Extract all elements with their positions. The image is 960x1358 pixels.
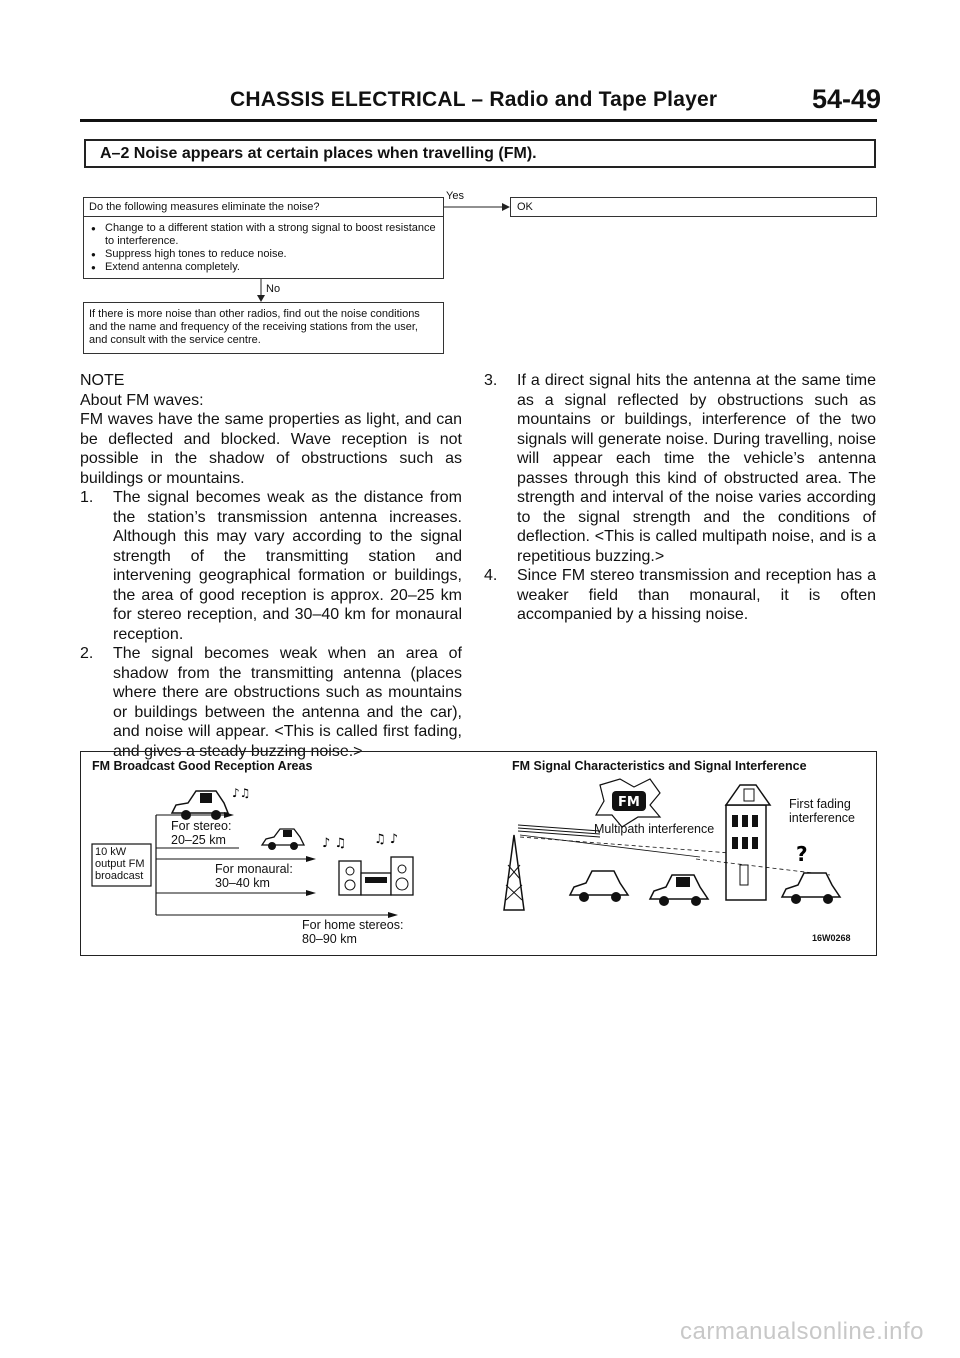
- page-header-title: CHASSIS ELECTRICAL – Radio and Tape Player: [230, 88, 718, 111]
- figure-code: 16W0268: [812, 933, 851, 943]
- note-item: [484, 566, 876, 625]
- fm-sign-text: FM: [618, 795, 640, 810]
- flow-question: Do the following measures eliminate the noise?: [89, 201, 320, 213]
- monaural-range-label: [215, 862, 293, 890]
- header-rule: [80, 119, 877, 122]
- car-icon: [570, 871, 628, 902]
- flow-measure-item: ● Extend antenna completely.: [89, 261, 438, 274]
- monaural-range-line: 30–40 km: [215, 876, 270, 890]
- note-item-number: 2.: [80, 645, 94, 662]
- car-icon: [262, 829, 304, 850]
- note-item-text: Since FM stereo transmission and reception has a weaker field than monaural, it is often accompanied by a hissing noise.: [517, 567, 876, 623]
- home-range-line: 80–90 km: [302, 932, 357, 946]
- note-subheading: About FM waves:: [80, 391, 204, 409]
- stereo-icon: [339, 857, 413, 895]
- flow-no-action: If there is more noise than other radios, find out the noise conditions and the name and frequency of the receiving stations from the user, and consult with the service centre.: [89, 308, 420, 346]
- stereo-range-label: [171, 819, 231, 847]
- car-icon: [650, 875, 708, 906]
- flow-measures-box: [83, 216, 444, 279]
- figure-right-title: FM Signal Characteristics and Signal Interference: [512, 759, 807, 773]
- svg-text:♫ ♪: ♫ ♪: [374, 832, 399, 847]
- note-heading: NOTE: [80, 372, 125, 389]
- stereo-range-line: For stereo:: [171, 819, 232, 833]
- stereo-range-line: 20–25 km: [171, 833, 226, 847]
- svg-text:♪♫: ♪♫: [232, 786, 251, 800]
- note-item: [484, 371, 876, 566]
- note-item-text: The signal becomes weak when an area of shadow from the transmitting antenna (places where there are obstructions such as mountains or buildings between the antenna and the car), and noise will appear. <This is called first fading, and gives a steady buzzing noise.>: [113, 645, 462, 760]
- note-item-number: 1.: [80, 489, 94, 506]
- station-label-line: 10 kW: [95, 846, 127, 858]
- station-label-line: broadcast: [95, 870, 144, 882]
- first-fading-line: interference: [789, 811, 856, 825]
- flow-ok-box: [510, 197, 877, 217]
- car-icon: [782, 873, 840, 904]
- note-item-text: The signal becomes weak as the distance from the station’s transmission antenna increases. Although this may vary according to the signal strength of the transmitting station and intervening geographical formation or buildings, the area of good reception is approx. 20–25 km for stereo reception, and 30–40 km for monaural reception.: [113, 489, 462, 643]
- home-range-label: [302, 918, 403, 946]
- note-item: [80, 644, 462, 761]
- home-range-line: For home stereos:: [302, 918, 404, 932]
- multipath-label: Multipath interference: [594, 822, 715, 836]
- flow-no-action-box: [83, 302, 444, 354]
- note-item: [80, 488, 462, 644]
- flow-yes-arrow: [444, 200, 514, 220]
- antenna-tower-icon: [504, 835, 524, 910]
- watermark: carmanualsonline.info: [680, 1318, 924, 1345]
- note-intro: FM waves have the same properties as light, and can be deflected and blocked. Wave reception is not possible in the shadow of obstructions such as buildings or mountains.: [80, 411, 462, 487]
- question-mark-icon: ?: [796, 842, 808, 866]
- station-label: [95, 846, 145, 882]
- flow-question-box: [83, 197, 444, 217]
- note-item-number: 4.: [484, 567, 498, 584]
- flow-ok-label: OK: [517, 201, 533, 213]
- fm-sign-icon: [596, 779, 660, 827]
- monaural-range-line: For monaural:: [215, 862, 293, 876]
- note-item-text: If a direct signal hits the antenna at the same time as a signal reflected by obstructions such as mountains or buildings, interference of the two signals will generate noise. During travelling, noise will appear each time the vehicle’s antenna passes through this kind of obstructed area. The strength and interval of the noise varies according to the signal strength and the conditions of deflection. <This is called multipath noise, and is a repetitious buzzing.>: [517, 372, 876, 565]
- station-label-line: output FM: [95, 858, 145, 870]
- flow-yes-label: Yes: [446, 190, 464, 202]
- first-fading-label: [789, 797, 855, 825]
- flow-measure-item: ● Change to a different station with a strong signal to boost resistance to interference.: [89, 222, 438, 248]
- flow-no-label: No: [266, 283, 281, 295]
- svg-text:♪ ♫: ♪ ♫: [322, 836, 347, 851]
- section-title: A–2 Noise appears at certain places when travelling (FM).: [100, 145, 537, 162]
- page-number: 54-49: [812, 84, 882, 114]
- first-fading-line: First fading: [789, 797, 851, 811]
- figure-left-title: FM Broadcast Good Reception Areas: [92, 759, 313, 773]
- flow-measure-item: ● Suppress high tones to reduce noise.: [89, 248, 438, 261]
- building-icon: [726, 785, 770, 900]
- note-right-column: [484, 371, 876, 625]
- note-item-number: 3.: [484, 372, 498, 389]
- note-left-column: [80, 371, 462, 761]
